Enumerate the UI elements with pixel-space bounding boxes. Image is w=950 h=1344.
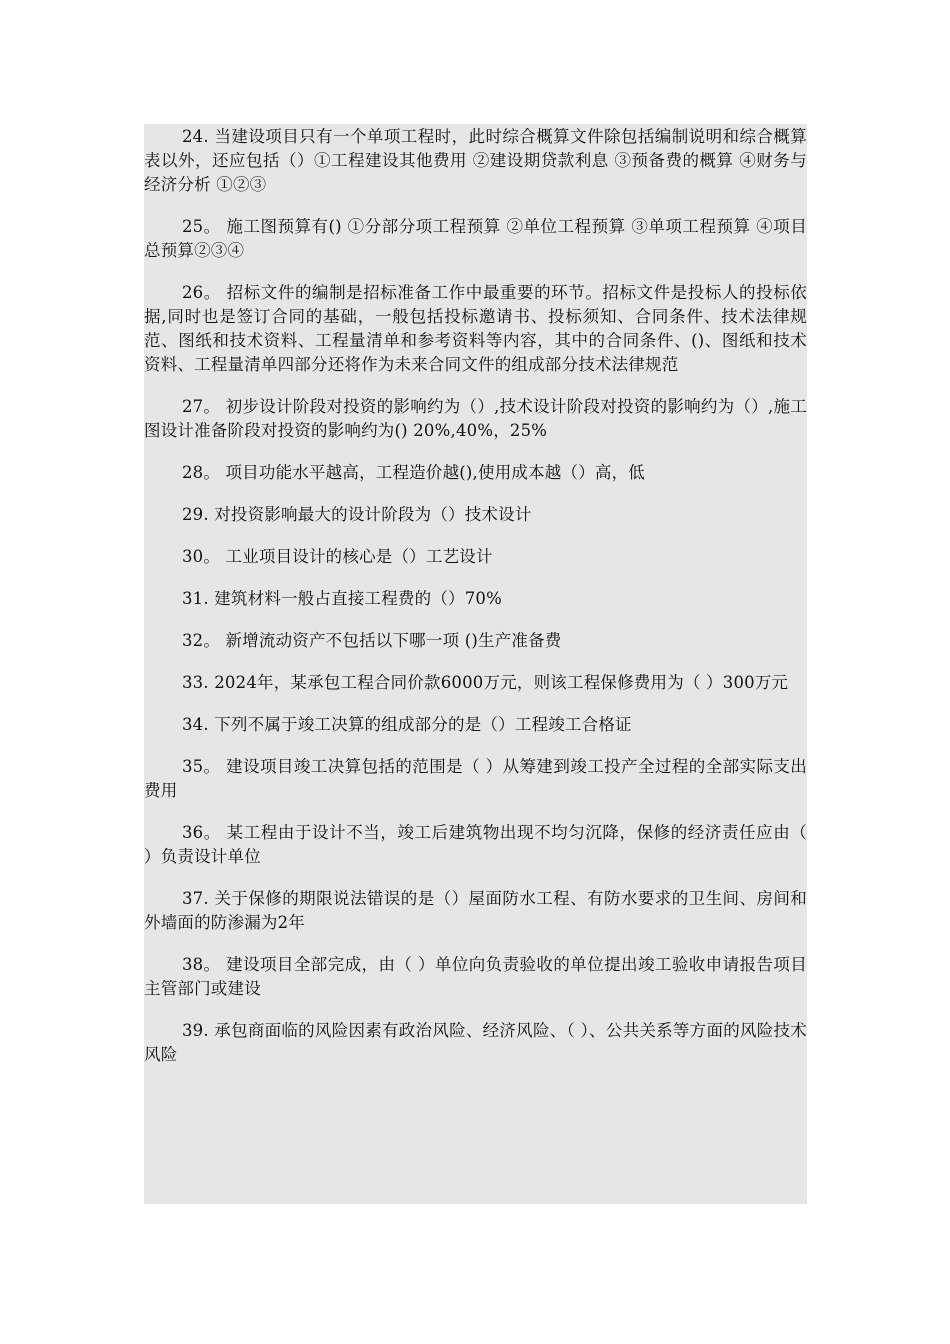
question-39: 39. 承包商面临的风险因素有政治风险、经济风险、（ ）、公共关系等方面的风险技术风险 [144, 1021, 807, 1064]
question-36: 36。 某工程由于设计不当，竣工后建筑物出现不均匀沉降，保修的经济责任应由（ ）负责设计单位 [144, 823, 807, 866]
question-33: 33. 2024年，某承包工程合同价款6000万元，则该工程保修费用为（ ）300万元 [181, 673, 789, 692]
question-24: 24. 当建设项目只有一个单项工程时，此时综合概算文件除包括编制说明和综合概算表以外，还应包括（）①工程建设其他费用 ②建设期贷款利息 ③预备费的概算 ④财务与经济分析 ①②③ [144, 127, 807, 194]
question-27: 27。 初步设计阶段对投资的影响约为（）,技术设计阶段对投资的影响约为（）,施工图设计准备阶段对投资的影响约为() 20%,40%，25% [144, 397, 807, 440]
question-38: 38。 建设项目全部完成，由（ ）单位向负责验收的单位提出竣工验收申请报告项目主管部门或建设 [144, 955, 807, 998]
question-26: 26。 招标文件的编制是招标准备工作中最重要的环节。招标文件是投标人的投标依据,同时也是签订合同的基础，一般包括投标邀请书、投标须知、合同条件、技术法律规范、图纸和技术资料、工程量清单和参考资料等内容，其中的合同条件、()、图纸和技术资料、工程量清单四部分还将作为未来合同文件的组成部分技术法律规范 [144, 283, 807, 374]
question-34: 34. 下列不属于竣工决算的组成部分的是（）工程竣工合格证 [181, 715, 632, 734]
question-30: 30。 工业项目设计的核心是（）工艺设计 [181, 547, 493, 566]
question-31: 31. 建筑材料一般占直接工程费的（）70% [181, 589, 502, 608]
question-35: 35。 建设项目竣工决算包括的范围是（ ）从筹建到竣工投产全过程的全部实际支出费用 [144, 757, 807, 800]
question-29: 29. 对投资影响最大的设计阶段为（）技术设计 [181, 505, 532, 524]
question-32: 32。 新增流动资产不包括以下哪一项 ()生产准备费 [181, 631, 562, 650]
question-25: 25。 施工图预算有() ①分部分项工程预算 ②单位工程预算 ③单项工程预算 ④项目总预算②③④ [144, 217, 807, 260]
document-text-block [144, 124, 807, 1204]
question-37: 37. 关于保修的期限说法错误的是（）屋面防水工程、有防水要求的卫生间、房间和外墙面的防渗漏为2年 [144, 889, 807, 932]
question-28: 28。 项目功能水平越高，工程造价越(),使用成本越（）高，低 [181, 463, 645, 482]
